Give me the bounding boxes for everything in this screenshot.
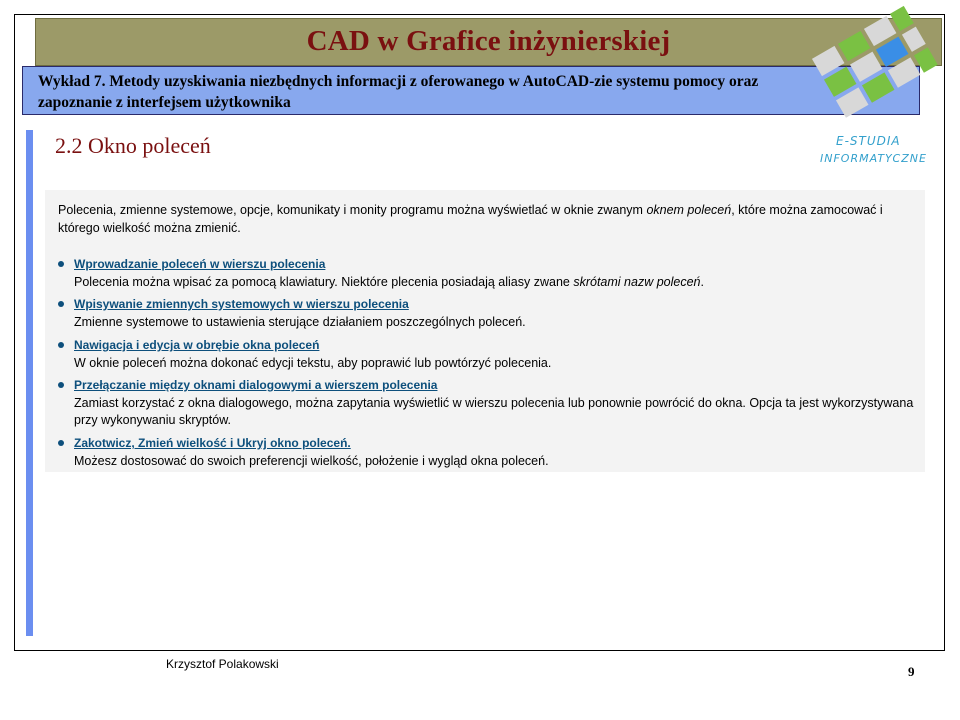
item-link-zmienne[interactable]: Wpisywanie zmiennych systemowych w wierszu polecenia: [74, 297, 409, 311]
intro-italic-term: oknem poleceń: [646, 203, 732, 217]
item-link-wprowadzanie[interactable]: Wprowadzanie poleceń w wierszu polecenia: [74, 257, 326, 271]
bullet-icon: [58, 301, 64, 307]
item-link-zakotwicz[interactable]: Zakotwicz, Zmień wielkość i Ukryj okno poleceń.: [74, 436, 351, 450]
item-link-nawigacja[interactable]: Nawigacja i edycja w obrębie okna poleceń: [74, 338, 320, 352]
bullet-icon: [58, 382, 64, 388]
intro-paragraph: [58, 201, 908, 237]
list-item: [58, 296, 918, 331]
intro-text-end: , które można zamocować i którego wielkość można zmienić.: [58, 203, 883, 235]
section-heading: 2.2 Okno poleceń: [55, 133, 211, 158]
logo-text-line2: INFORMATYCZNE: [820, 152, 927, 165]
item-link-przelaczanie[interactable]: Przełączanie między oknami dialogowymi a wierszem polecenia: [74, 378, 438, 392]
footer-author: Krzysztof Polakowski: [166, 657, 279, 671]
list-item: [58, 377, 918, 430]
item-description: W oknie poleceń można dokonać edycji tekstu, aby poprawić lub powtórzyć polecenia.: [74, 355, 552, 370]
page-number: 9: [908, 664, 915, 679]
e-studia-logo-icon: [800, 2, 950, 132]
list-item: [58, 337, 918, 372]
left-accent-bar: [26, 130, 33, 636]
logo-text-line1: E-STUDIA: [836, 134, 901, 148]
intro-text: Polecenia, zmienne systemowe, opcje, komunikaty i monity programu można wyświetlać w oknie zwanym: [58, 203, 647, 217]
slide-title: CAD w Grafice inżynierskiej: [306, 25, 671, 57]
item-description: Polecenia można wpisać za pomocą klawiatury. Niektóre plecenia posiadają aliasy zwane skrótami nazw poleceń.: [74, 274, 704, 289]
bullet-icon: [58, 261, 64, 267]
lecture-subtitle: Wykład 7. Metody uzyskiwania niezbędnych informacji z oferowanego w AutoCAD-zie systemu pomocy oraz zapoznanie z interfejsem użytkownika: [38, 73, 759, 111]
list-item: [58, 435, 918, 470]
item-description: Zamiast korzystać z okna dialogowego, można zapytania wyświetlić w wierszu polecenia lub ponownie powrócić do okna. Opcja ta jest wykorzystywana przy wykonywaniu skryptów.: [74, 395, 914, 427]
item-description: Zmienne systemowe to ustawienia sterujące działaniem poszczególnych poleceń.: [74, 314, 526, 329]
bullet-icon: [58, 440, 64, 446]
bullet-icon: [58, 342, 64, 348]
item-description: Możesz dostosować do swoich preferencji wielkość, położenie i wygląd okna poleceń.: [74, 453, 549, 468]
list-item: [58, 256, 918, 291]
